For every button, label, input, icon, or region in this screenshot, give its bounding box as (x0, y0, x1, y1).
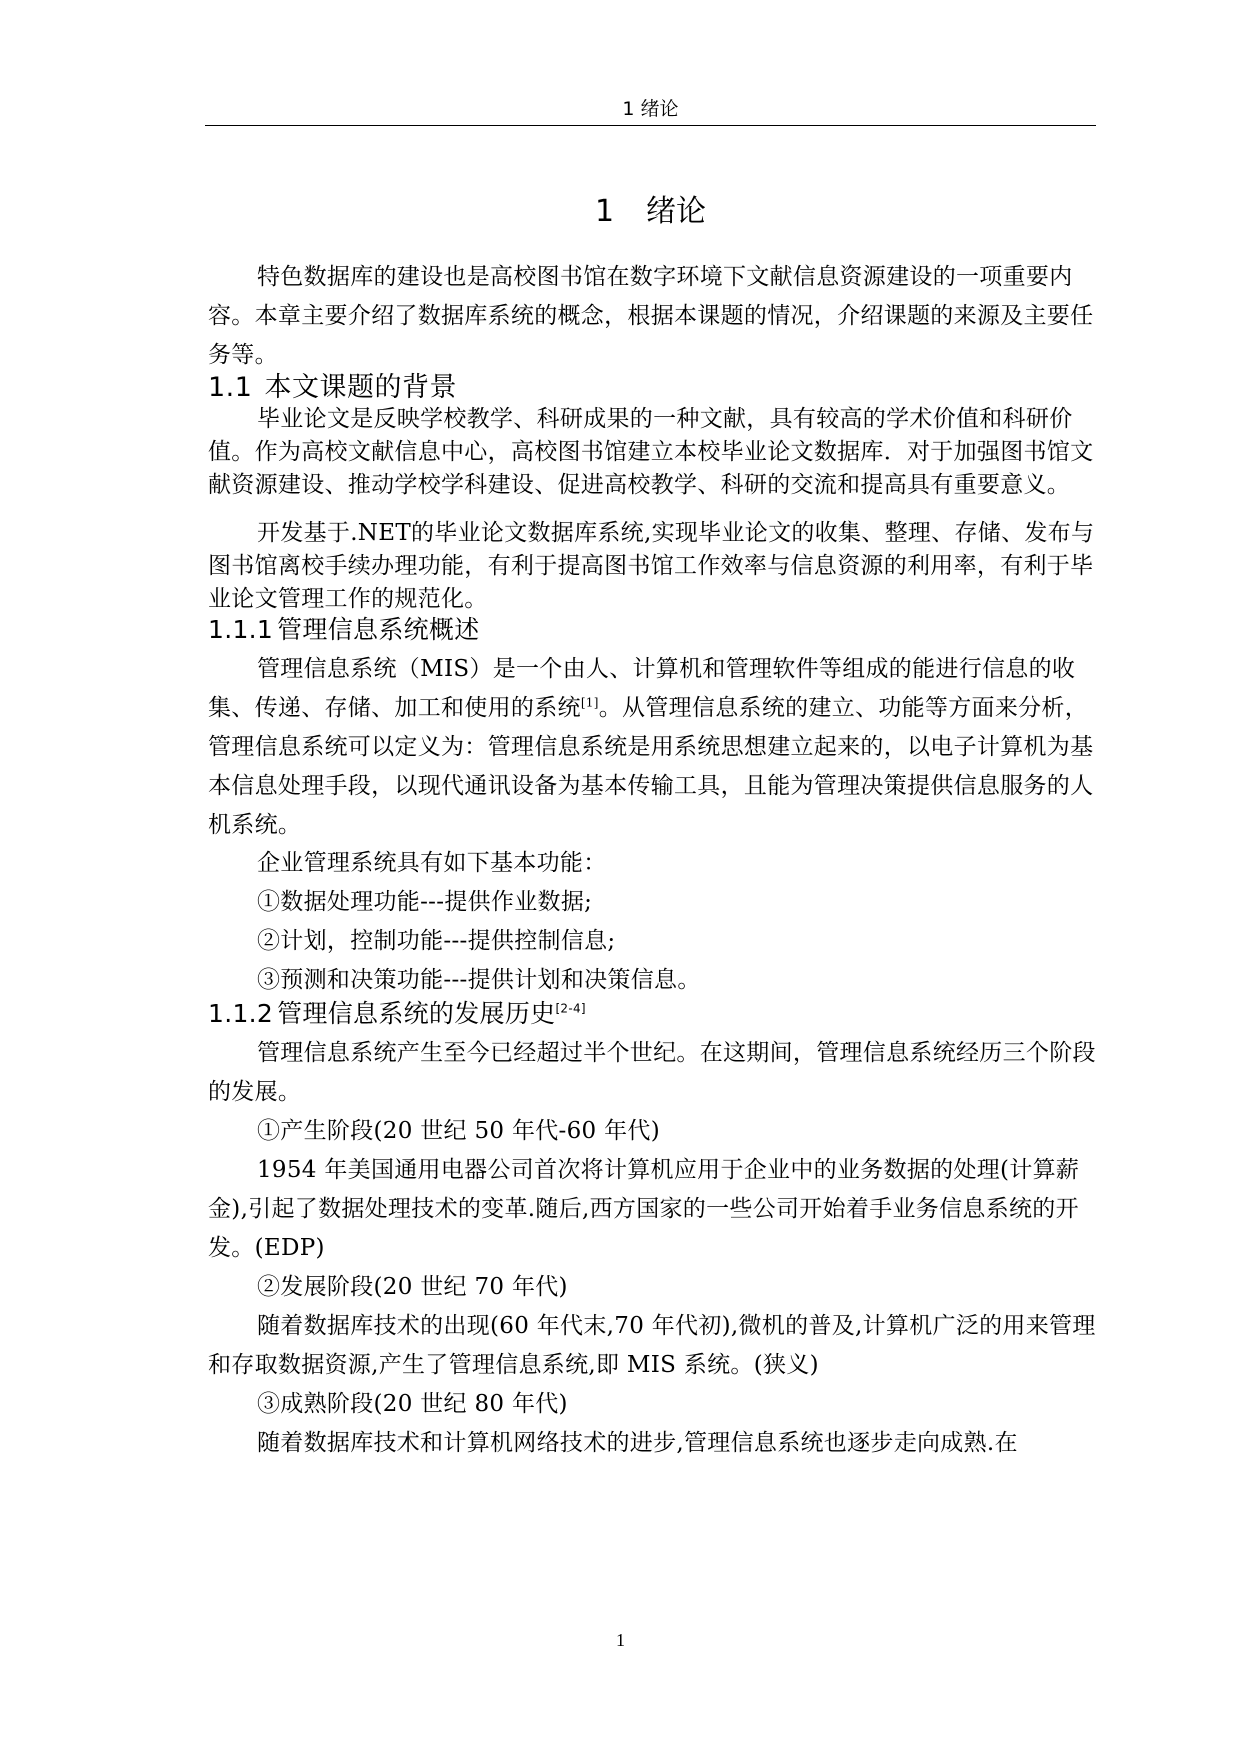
section-heading-1-1-2 (208, 997, 1096, 1031)
mis-text-part-2: 。从管理信息系统的建立、功能等方面来分析，管理信息系统可以定义为：管理信息系统是用系统思想建立起来的，以电子计算机为基本信息处理手段，以现代通讯设备为基本传输工具，且能为管理决策提供信息服务的人机系统。 (208, 695, 1094, 838)
section-heading-1-1 (208, 370, 1096, 406)
citation-ref: [2-4] (555, 1001, 586, 1016)
mis-overview-paragraph (208, 650, 1096, 845)
stage-2-title: ②发展阶段(20 世纪 70 年代) (257, 1274, 568, 1300)
chapter-number: 1 (594, 194, 615, 229)
function-item-2: ②计划，控制功能---提供控制信息; (257, 928, 616, 954)
chapter-title-text: 绪论 (646, 194, 707, 229)
function-item-1: ①数据处理功能---提供作业数据; (257, 889, 593, 915)
section-title: 管理信息系统的发展历史 (277, 999, 556, 1028)
intro-paragraph: 特色数据库的建设也是高校图书馆在数字环境下文献信息资源建设的一项重要内容。本章主要介绍了数据库系统的概念，根据本课题的情况，介绍课题的来源及主要任务等。 (208, 264, 1094, 368)
header-rule (205, 125, 1096, 126)
stage-3-text: 随着数据库技术和计算机网络技术的进步,管理信息系统也逐步走向成熟.在 (257, 1430, 1018, 1456)
page-number: 1 (616, 1630, 625, 1650)
background-paragraph-1: 毕业论文是反映学校教学、科研成果的一种文献，具有较高的学术价值和科研价值。作为高校文献信息中心，高校图书馆建立本校毕业论文数据库．对于加强图书馆文献资源建设、推动学校学科建设、促进高校教学、科研的交流和提高具有重要意义。 (208, 406, 1094, 498)
background-paragraph-2: 开发基于.NET的毕业论文数据库系统,实现毕业论文的收集、整理、存储、发布与图书馆离校手续办理功能，有利于提高图书馆工作效率与信息资源的利用率，有利于毕业论文管理工作的规范化。 (208, 520, 1095, 612)
section-number: 1.1.1 (208, 615, 274, 644)
mis-text-part-1: 管理信息系统（MIS）是一个由人、计算机和管理软件等组成的能进行信息的收集、传递、存储、加工和使用的系统 (208, 656, 1076, 721)
section-title: 本文课题的背景 (264, 372, 457, 403)
section-heading-1-1-1 (208, 613, 1096, 647)
chapter-title (205, 190, 1096, 234)
section-number: 1.1 (208, 372, 253, 403)
citation-ref: [1] (580, 695, 599, 710)
section-number: 1.1.2 (208, 999, 274, 1028)
function-item-3: ③预测和决策功能---提供计划和决策信息。 (257, 967, 701, 993)
stage-2-text: 随着数据库技术的出现(60 年代末,70 年代初),微机的普及,计算机广泛的用来管理和存取数据资源,产生了管理信息系统,即 MIS 系统。(狭义) (208, 1313, 1096, 1378)
stage-3-title: ③成熟阶段(20 世纪 80 年代) (257, 1391, 568, 1417)
stage-1-title: ①产生阶段(20 世纪 50 年代-60 年代) (257, 1118, 660, 1144)
history-intro-paragraph: 管理信息系统产生至今已经超过半个世纪。在这期间，管理信息系统经历三个阶段的发展。 (208, 1040, 1096, 1105)
section-title: 管理信息系统概述 (277, 615, 480, 644)
functions-intro: 企业管理系统具有如下基本功能： (257, 850, 607, 876)
stage-1-text: 1954 年美国通用电器公司首次将计算机应用于企业中的业务数据的处理(计算薪金),引起了数据处理技术的变革.随后,西方国家的一些公司开始着手业务信息系统的开发。(EDP) (208, 1157, 1080, 1261)
running-header: 1 绪论 (622, 98, 679, 120)
